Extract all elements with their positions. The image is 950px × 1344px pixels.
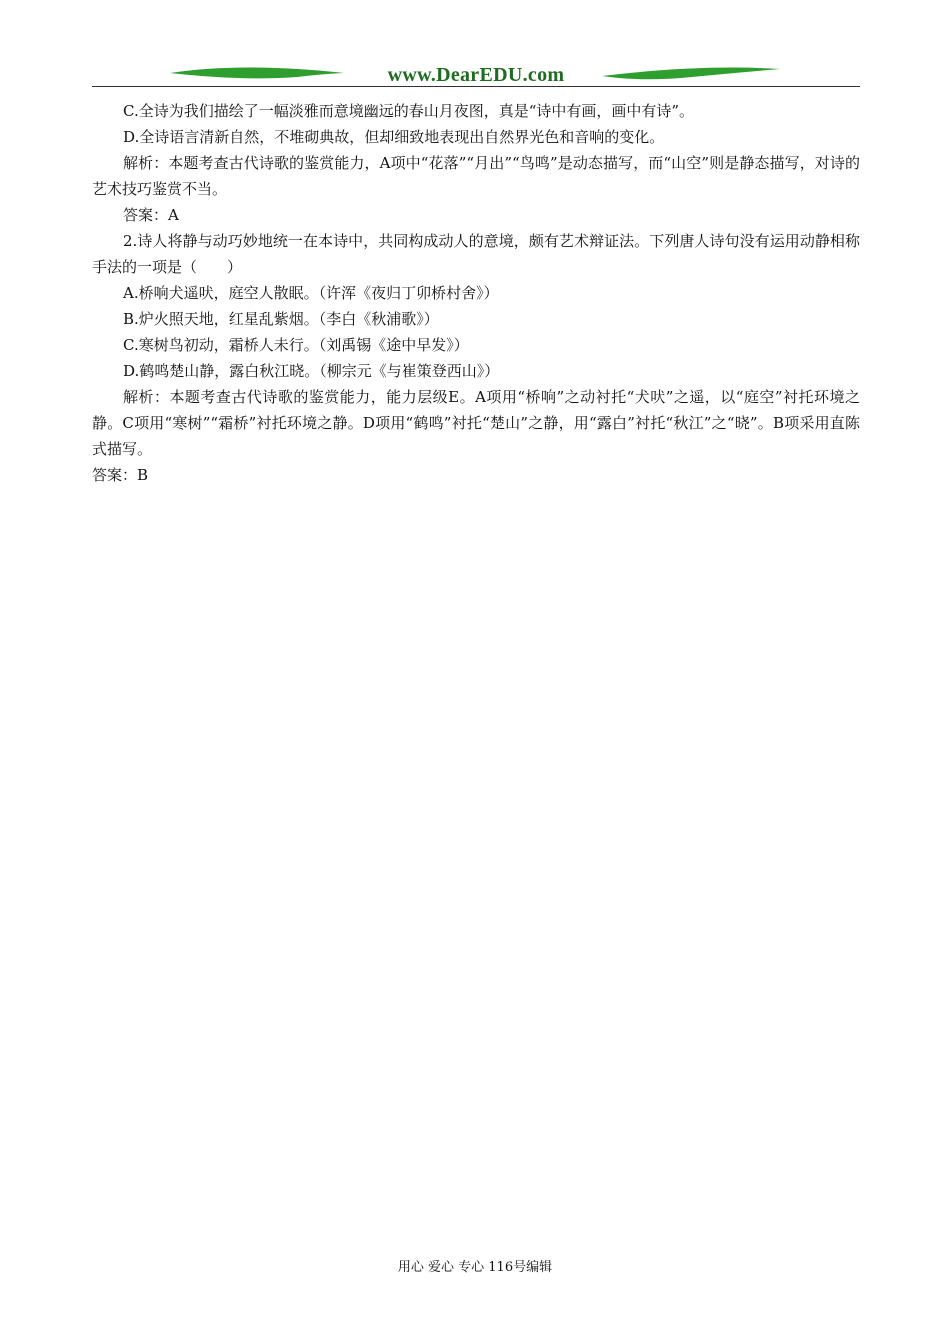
- paragraph: A.桥响犬遥吠，庭空人散眠。（许浑《夜归丁卯桥村舍》）: [123, 284, 499, 302]
- paragraph: C.全诗为我们描绘了一幅淡雅而意境幽远的春山月夜图，真是“诗中有画，画中有诗”。: [123, 102, 695, 120]
- document-body: [92, 98, 860, 488]
- paragraph: 答案：A: [123, 206, 179, 224]
- paragraph: 2.诗人将静与动巧妙地统一在本诗中，共同构成动人的意境，颇有艺术辩证法。下列唐人诗句没有运用动静相称手法的一项是（ ）: [92, 232, 860, 276]
- paragraph: 解析：本题考查古代诗歌的鉴赏能力，能力层级E。A项用“桥响”之动衬托“犬吠”之遥，以“庭空”衬托环境之静。C项用“寒树”“霜桥”衬托环境之静。D项用“鹤鸣”衬托“楚山”之静，用“露白”衬托“秋江”之“晓”。B项采用直陈式描写。: [92, 388, 860, 458]
- site-logo-text: www.DearEDU.com: [387, 64, 565, 86]
- header-divider: [92, 86, 860, 87]
- paragraph: C.寒树鸟初动，霜桥人未行。（刘禹锡《途中早发》）: [123, 336, 469, 354]
- paragraph: D.全诗语言清新自然，不堆砌典故，但却细致地表现出自然界光色和音响的变化。: [123, 128, 665, 146]
- page-header: [92, 60, 860, 90]
- paragraph: 解析：本题考查古代诗歌的鉴赏能力，A项中“花落”“月出”“鸟鸣”是动态描写，而“山空”则是静态描写，对诗的艺术技巧鉴赏不当。: [92, 154, 860, 198]
- paragraph: B.炉火照天地，红星乱紫烟。（李白《秋浦歌》）: [123, 310, 439, 328]
- paragraph: 答案：B: [92, 466, 149, 484]
- paragraph: D.鹤鸣楚山静，露白秋江晓。（柳宗元《与崔策登西山》）: [123, 362, 500, 380]
- page-footer: 用心 爱心 专心 116号编辑: [397, 1260, 553, 1275]
